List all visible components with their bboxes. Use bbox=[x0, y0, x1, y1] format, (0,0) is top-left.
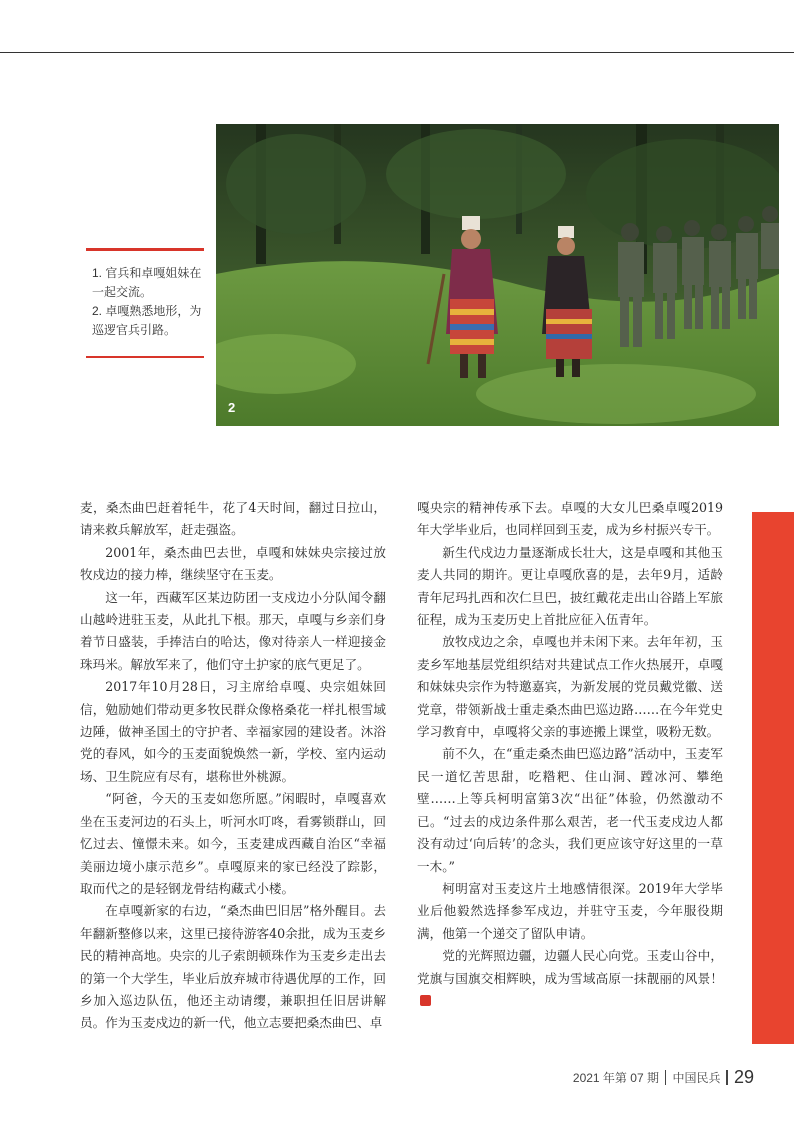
footer-divider bbox=[726, 1070, 728, 1085]
paragraph-last-text: 党的光辉照边疆，边疆人民心向党。玉麦山谷中，党旗与国旗交相辉映，成为雪域高原一抹靓丽的风景！ bbox=[417, 948, 723, 986]
article-photo bbox=[216, 124, 779, 426]
paragraph: 这一年，西藏军区某边防团一支戍边小分队闻令翻山越岭进驻玉麦，从此扎下根。那天，卓嘎与乡亲们身着节日盛装，手捧洁白的哈达，像对待亲人一样迎接金珠玛米。解放军来了，他们守土护家的底气更足了。 bbox=[80, 589, 386, 672]
paragraph: 麦，桑杰曲巴赶着牦牛，花了4天时间，翻过日拉山，请来救兵解放军，赶走强盗。 bbox=[80, 500, 386, 538]
article-right-column bbox=[417, 497, 723, 1012]
article-left-column bbox=[80, 497, 386, 1035]
caption-top-rule bbox=[86, 248, 204, 251]
paragraph: 2001年，桑杰曲巴去世，卓嘎和妹妹央宗接过放牧戍边的接力棒，继续坚守在玉麦。 bbox=[80, 544, 386, 583]
header-rule bbox=[0, 52, 794, 53]
photo-caption bbox=[86, 248, 204, 358]
footer-magazine: 中国民兵 bbox=[672, 1070, 721, 1085]
footer-issue: 2021 年第 07 期 bbox=[572, 1070, 659, 1085]
page-footer bbox=[573, 1066, 754, 1088]
paragraph: 放牧戍边之余，卓嘎也并未闲下来。去年年初，玉麦乡军地基层党组织结对共建试点工作火热展开，卓嘎和妹妹央宗作为特邀嘉宾，为新发展的党员戴党徽、送党章，带领新战士重走桑杰曲巴巡边路……在今年党史学习教育中，卓嘎将父亲的事迹搬上课堂，吸粉无数。 bbox=[417, 634, 723, 740]
paragraph-last bbox=[417, 945, 723, 1012]
caption-line-2: 2. 卓嘎熟悉地形，为巡逻官兵引路。 bbox=[92, 304, 202, 337]
paragraph: 前不久，在“重走桑杰曲巴巡边路”活动中，玉麦军民一道忆苦思甜，吃糌粑、住山洞、蹚冰河、攀绝壁……上等兵柯明富第3次“出征”体验，仍然激动不已。“过去的戍边条件那么艰苦，老一代玉麦戍边人都没有动过‘向后转’的念头，我们更应该守好这里的一草一木。” bbox=[417, 746, 723, 874]
footer-divider bbox=[665, 1070, 667, 1085]
paragraph: “阿爸，今天的玉麦如您所愿。”闲暇时，卓嘎喜欢坐在玉麦河边的石头上，听河水叮咚，看雾锁群山，回忆过去、憧憬未来。如今，玉麦建成西藏自治区“幸福美丽边境小康示范乡”。卓嘎原来的家已经没了踪影，取而代之的是轻钢龙骨结构藏式小楼。 bbox=[80, 791, 386, 896]
caption-bottom-rule bbox=[86, 356, 204, 358]
paragraph: 2017年10月28日，习主席给卓嘎、央宗姐妹回信，勉励她们带动更多牧民群众像格桑花一样扎根雪域边陲，做神圣国土的守护者、幸福家园的建设者。沐浴党的春风，如今的玉麦面貌焕然一新，学校、室内运动场、卫生院应有尽有，堪称世外桃源。 bbox=[80, 679, 386, 784]
section-color-tab bbox=[752, 512, 794, 1044]
caption-text bbox=[92, 264, 204, 340]
paragraph: 嘎央宗的精神传承下去。卓嘎的大女儿巴桑卓嘎2019年大学毕业后，也同样回到玉麦，成为乡村振兴专干。 bbox=[417, 500, 723, 538]
paragraph: 新生代戍边力量逐渐成长壮大，这是卓嘎和其他玉麦人共同的期许。更让卓嘎欣喜的是，去年9月，适龄青年尼玛扎西和次仁旦巴，披红戴花走出山谷踏上军旅征程，成为玉麦历史上首批应征入伍青年。 bbox=[417, 544, 723, 628]
photo-women-leading-soldiers bbox=[216, 124, 779, 426]
end-mark-icon bbox=[420, 995, 431, 1006]
paragraph: 在卓嘎新家的右边，“桑杰曲巴旧居”格外醒目。去年翻新整修以来，这里已接待游客40余批，成为玉麦乡民的精神高地。央宗的儿子索朗顿珠作为玉麦乡走出去的第一个大学生，毕业后放弃城市待遇优厚的工作，回乡加入巡边队伍，他还主动请缨，兼职担任旧居讲解员。作为玉麦戍边的新一代，他立志要把桑杰曲巴、卓 bbox=[80, 903, 386, 1031]
photo-number: 2 bbox=[228, 400, 236, 415]
page-number: 29 bbox=[733, 1066, 754, 1087]
caption-line-1: 1. 官兵和卓嘎姐妹在一起交流。 bbox=[92, 266, 202, 299]
paragraph: 柯明富对玉麦这片土地感情很深。2019年大学毕业后他毅然选择参军戍边，并驻守玉麦，今年服役期满，他第一个递交了留队申请。 bbox=[417, 880, 723, 941]
